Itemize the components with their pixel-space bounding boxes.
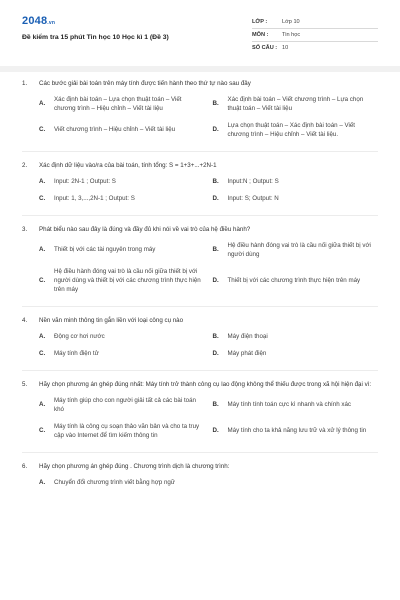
document-title: Đề kiểm tra 15 phút Tin học 10 Học kì 1 (Đề 3) bbox=[22, 34, 169, 41]
option-letter: B. bbox=[212, 177, 219, 185]
option-c[interactable] bbox=[39, 423, 205, 441]
option-b[interactable] bbox=[213, 242, 379, 260]
meta-label: MÔN : bbox=[252, 31, 269, 38]
option-d[interactable] bbox=[213, 277, 379, 286]
option-letter: C. bbox=[39, 194, 46, 202]
option-b[interactable] bbox=[213, 401, 379, 410]
option-text: Máy tính giúp cho con người giải tất cả các bài toán khó bbox=[54, 396, 197, 413]
option-letter: C. bbox=[39, 427, 46, 435]
option-letter: A. bbox=[39, 100, 46, 108]
option-grid bbox=[22, 178, 378, 204]
option-text: Thiết bị với các chương trình thực hiện trên máy bbox=[227, 276, 361, 284]
option-letter: B. bbox=[212, 246, 219, 254]
option-b[interactable] bbox=[213, 96, 379, 114]
option-d[interactable] bbox=[213, 195, 379, 204]
meta-row-subject bbox=[252, 29, 378, 42]
option-text: Hệ điều hành đóng vai trò là cầu nối giữa thiết bị với người dùng bbox=[227, 241, 371, 258]
question-item bbox=[22, 80, 378, 140]
meta-label: SỐ CÂU : bbox=[252, 45, 278, 52]
question-item bbox=[22, 162, 378, 204]
option-letter: D. bbox=[212, 276, 219, 284]
option-text: Xác định bài toán – Lựa chọn thuật toán – Viết chương trình – Hiệu chỉnh – Viết tài liệu bbox=[54, 95, 182, 112]
option-text: Chuyển đổi chương trình viết bằng hợp ngữ bbox=[54, 478, 175, 486]
meta-value: 10 bbox=[282, 45, 289, 52]
option-d[interactable] bbox=[213, 350, 379, 359]
option-letter: A. bbox=[39, 246, 46, 254]
question-separator bbox=[22, 452, 378, 453]
question-number: 3. bbox=[22, 225, 28, 233]
meta-value: Lớp 10 bbox=[282, 18, 300, 25]
question-item bbox=[22, 226, 378, 295]
option-text: Input: S; Output: N bbox=[227, 194, 279, 202]
meta-row-class bbox=[252, 16, 378, 29]
question-number: 5. bbox=[22, 380, 28, 388]
option-text: Máy tính cho ta khả năng lưu trữ và xử lý thông tin bbox=[227, 427, 367, 435]
option-a[interactable] bbox=[39, 178, 205, 187]
option-grid bbox=[22, 333, 378, 359]
option-grid bbox=[22, 242, 378, 295]
option-a[interactable] bbox=[39, 397, 205, 415]
question-text: Hãy chọn phương án ghép đúng . Chương trình dịch là chương trình: bbox=[39, 462, 230, 470]
question-list bbox=[22, 80, 378, 488]
option-letter: A. bbox=[39, 177, 46, 185]
option-b[interactable] bbox=[213, 178, 379, 187]
meta-value: Tin học bbox=[282, 31, 301, 38]
option-text: Máy điện thoại bbox=[227, 332, 268, 340]
option-a[interactable] bbox=[39, 333, 205, 342]
question-stem bbox=[22, 317, 378, 326]
question-separator bbox=[22, 370, 378, 371]
option-text: Máy tính là công cụ soạn thảo văn bản và cho ta truy cập vào Internet để tìm kiếm thông tin bbox=[54, 422, 200, 439]
option-text: Máy tính tính toán cực kì nhanh và chính xác bbox=[227, 401, 351, 409]
question-separator bbox=[22, 215, 378, 216]
question-stem bbox=[22, 381, 378, 390]
brand-name: 2048 bbox=[22, 15, 48, 27]
option-c[interactable] bbox=[39, 350, 205, 359]
document-header bbox=[22, 14, 378, 60]
question-separator bbox=[22, 151, 378, 152]
option-c[interactable] bbox=[39, 195, 205, 204]
question-item bbox=[22, 463, 378, 488]
question-number: 2. bbox=[22, 161, 28, 169]
question-stem bbox=[22, 80, 378, 89]
option-c[interactable] bbox=[39, 268, 205, 295]
option-a[interactable] bbox=[39, 96, 205, 114]
question-text: Các bước giải bài toán trên máy tính được tiến hành theo thứ tự nào sau đây bbox=[39, 80, 251, 87]
header-divider bbox=[0, 66, 400, 72]
option-letter: C. bbox=[39, 349, 46, 357]
option-text: Viết chương trình – Hiệu chỉnh – Viết tài liệu bbox=[54, 126, 176, 134]
question-text: Nền văn minh thông tin gắn liền với loại công cụ nào bbox=[39, 316, 184, 324]
option-letter: C. bbox=[39, 276, 46, 284]
brand-logo[interactable] bbox=[22, 14, 55, 30]
option-text: Thiết bị với các tài nguyên trong máy bbox=[54, 246, 156, 254]
question-number: 4. bbox=[22, 316, 28, 324]
option-d[interactable] bbox=[213, 122, 379, 140]
option-text: Input: 2N-1 ; Output: S bbox=[54, 177, 116, 185]
meta-label: LỚP : bbox=[252, 18, 268, 25]
option-letter: A. bbox=[39, 332, 46, 340]
option-letter: A. bbox=[39, 401, 46, 409]
question-stem bbox=[22, 226, 378, 235]
brand-suffix: .vn bbox=[47, 20, 56, 26]
option-letter: D. bbox=[212, 126, 219, 134]
question-item bbox=[22, 381, 378, 441]
option-letter: B. bbox=[212, 332, 219, 340]
option-text: Hệ điều hành đóng vai trò là cầu nối giữa thiết bị với người dùng và thiết bị với các chương trình thực hiện trên máy bbox=[54, 267, 201, 293]
question-text: Hãy chọn phương án ghép đúng nhất: Máy tính trở thành công cụ lao động không thể thiếu được trong xã hội hiện đại vì: bbox=[39, 380, 372, 388]
option-a[interactable] bbox=[39, 479, 205, 488]
option-text: Xác định bài toán – Viết chương trình – Lựa chọn thuật toán – Viết tài liệu bbox=[227, 95, 364, 112]
option-grid bbox=[22, 479, 378, 488]
option-letter: D. bbox=[212, 427, 219, 435]
question-text: Phát biểu nào sau đây là đúng và đầy đủ khi nói về vai trò của hệ điều hành? bbox=[39, 225, 251, 233]
option-text: Máy tính điện tử bbox=[54, 349, 99, 357]
question-separator bbox=[22, 306, 378, 307]
document-meta bbox=[252, 16, 378, 55]
option-letter: D. bbox=[212, 349, 219, 357]
option-letter: C. bbox=[39, 126, 46, 134]
question-number: 1. bbox=[22, 80, 28, 87]
question-stem bbox=[22, 162, 378, 171]
option-text: Input: 1, 3,...,2N-1 ; Output: S bbox=[54, 194, 135, 202]
option-text: Động cơ hơi nước bbox=[54, 332, 105, 340]
option-letter: B. bbox=[212, 401, 219, 409]
question-text: Xác định dữ liệu vào/ra của bài toán, tính tổng: S = 1+3+...+2N-1 bbox=[39, 161, 217, 169]
option-d[interactable] bbox=[213, 427, 379, 436]
option-c[interactable] bbox=[39, 126, 205, 135]
question-number: 6. bbox=[22, 462, 28, 470]
question-item bbox=[22, 317, 378, 359]
option-text: Input:N ; Output: S bbox=[227, 177, 279, 185]
meta-row-question-count bbox=[252, 42, 378, 55]
option-letter: A. bbox=[39, 478, 46, 486]
option-text: Lựa chọn thuật toán – Xác định bài toán – Viết chương trình – Hiệu chỉnh – Viết tài liệu. bbox=[227, 121, 356, 138]
option-letter: D. bbox=[212, 194, 219, 202]
option-letter: B. bbox=[212, 100, 219, 108]
option-b[interactable] bbox=[213, 333, 379, 342]
question-stem bbox=[22, 463, 378, 472]
option-grid bbox=[22, 96, 378, 140]
option-text: Máy phát điện bbox=[227, 349, 267, 357]
option-grid bbox=[22, 397, 378, 441]
option-a[interactable] bbox=[39, 246, 205, 255]
